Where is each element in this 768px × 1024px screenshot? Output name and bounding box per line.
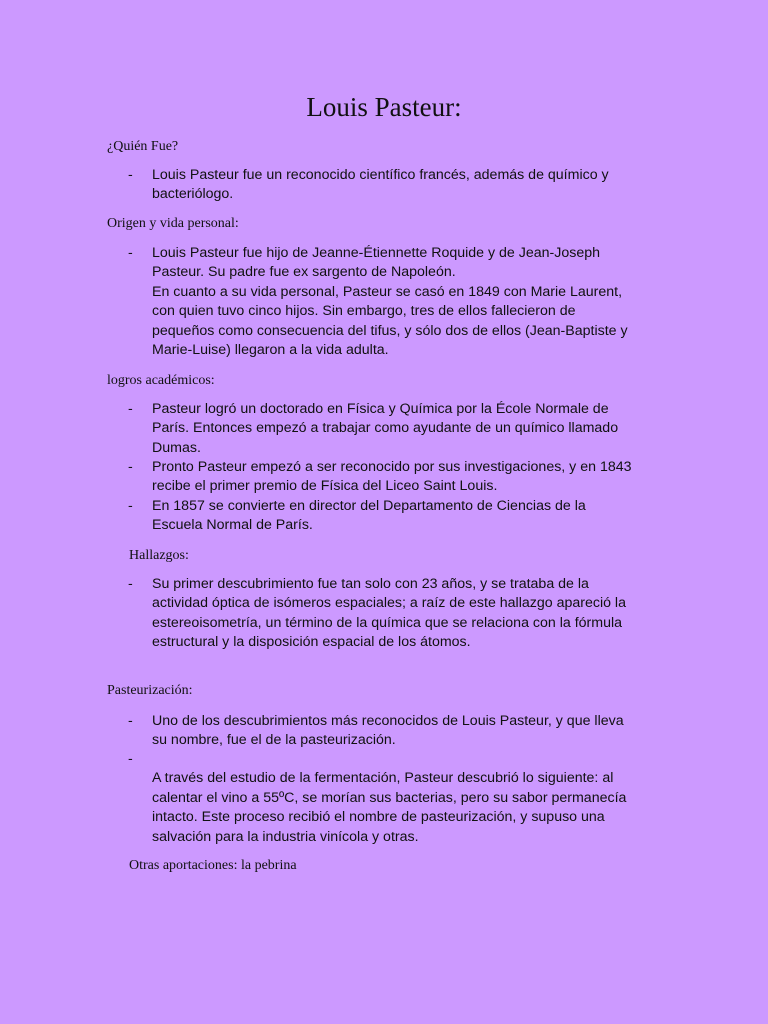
bullet-dash: - <box>128 498 133 514</box>
list-item-text <box>152 458 692 497</box>
text-line: Louis Pasteur fue hijo de Jeanne-Étiennette Roquide y de Jean-Joseph <box>152 245 601 261</box>
bullet-dash: - <box>128 751 133 767</box>
section-heading-logros: logros académicos: <box>107 373 215 388</box>
text-line: salvación para la industria vinícola y otras. <box>152 828 419 845</box>
text-line: En 1857 se convierte en director del Departamento de Ciencias de la <box>152 498 586 514</box>
section-heading-pasteurizacion: Pasteurización: <box>107 683 193 698</box>
bullet-dash: - <box>128 576 133 592</box>
section-heading-hallazgos: Hallazgos: <box>129 548 189 563</box>
text-line <box>152 750 692 769</box>
list-item-text <box>152 575 692 653</box>
text-line: bacteriólogo. <box>152 186 234 203</box>
text-line: Dumas. <box>152 439 201 456</box>
list-item-text <box>152 750 692 847</box>
text-line: Pasteur logró un doctorado en Física y Química por la École Normale de <box>152 401 609 417</box>
text-line: Louis Pasteur fue un reconocido científico francés, además de químico y <box>152 167 609 183</box>
bullet-dash: - <box>128 401 133 417</box>
list-item-text <box>152 166 692 205</box>
text-line: Marie-Luise) llegaron a la vida adulta. <box>152 342 389 359</box>
text-line: Pasteur. Su padre fue ex sargento de Napoleón. <box>152 264 456 281</box>
text-line: con quien tuvo cinco hijos. Sin embargo, tres de ellos fallecieron de <box>152 303 576 320</box>
section-heading-origen: Origen y vida personal: <box>107 216 239 231</box>
bullet-dash: - <box>128 245 133 261</box>
text-line: pequeños como consecuencia del tifus, y sólo dos de ellos (Jean-Baptiste y <box>152 322 628 339</box>
text-line: intacto. Este proceso recibió el nombre de pasteurización, y supuso una <box>152 809 605 826</box>
text-line: En cuanto a su vida personal, Pasteur se casó en 1849 con Marie Laurent, <box>152 283 623 300</box>
text-line: recibe el primer premio de Física del Liceo Saint Louis. <box>152 478 498 495</box>
text-line: estereoisometría, un término de la química que se relaciona con la fórmula <box>152 614 623 631</box>
section-heading-otras: Otras aportaciones: la pebrina <box>129 858 297 873</box>
bullet-dash: - <box>128 167 133 183</box>
text-line: estructural y la disposición espacial de los átomos. <box>152 634 471 651</box>
text-line: A través del estudio de la fermentación, Pasteur descubrió lo siguiente: al <box>152 770 614 787</box>
list-item-text <box>152 400 692 458</box>
list-item-text <box>152 497 692 536</box>
bullet-dash: - <box>128 459 133 475</box>
page-title: Louis Pasteur: <box>306 92 462 122</box>
text-line: Su primer descubrimiento fue tan solo con 23 años, y se trataba de la <box>152 576 589 592</box>
list-item-text <box>152 244 692 360</box>
section-heading-quien: ¿Quién Fue? <box>107 139 179 154</box>
text-line: su nombre, fue el de la pasteurización. <box>152 732 396 749</box>
list-item-text <box>152 712 692 751</box>
text-line: Uno de los descubrimientos más reconocidos de Louis Pasteur, y que lleva <box>152 713 624 729</box>
text-line: Escuela Normal de París. <box>152 517 313 534</box>
text-line: París. Entonces empezó a trabajar como ayudante de un químico llamado <box>152 420 619 437</box>
text-line: Pronto Pasteur empezó a ser reconocido por sus investigaciones, y en 1843 <box>152 459 632 475</box>
text-line: calentar el vino a 55ºC, se morían sus bacterias, pero su sabor permanecía <box>152 789 627 806</box>
text-line: actividad óptica de isómeros espaciales; a raíz de este hallazgo apareció la <box>152 595 626 612</box>
bullet-dash: - <box>128 713 133 729</box>
